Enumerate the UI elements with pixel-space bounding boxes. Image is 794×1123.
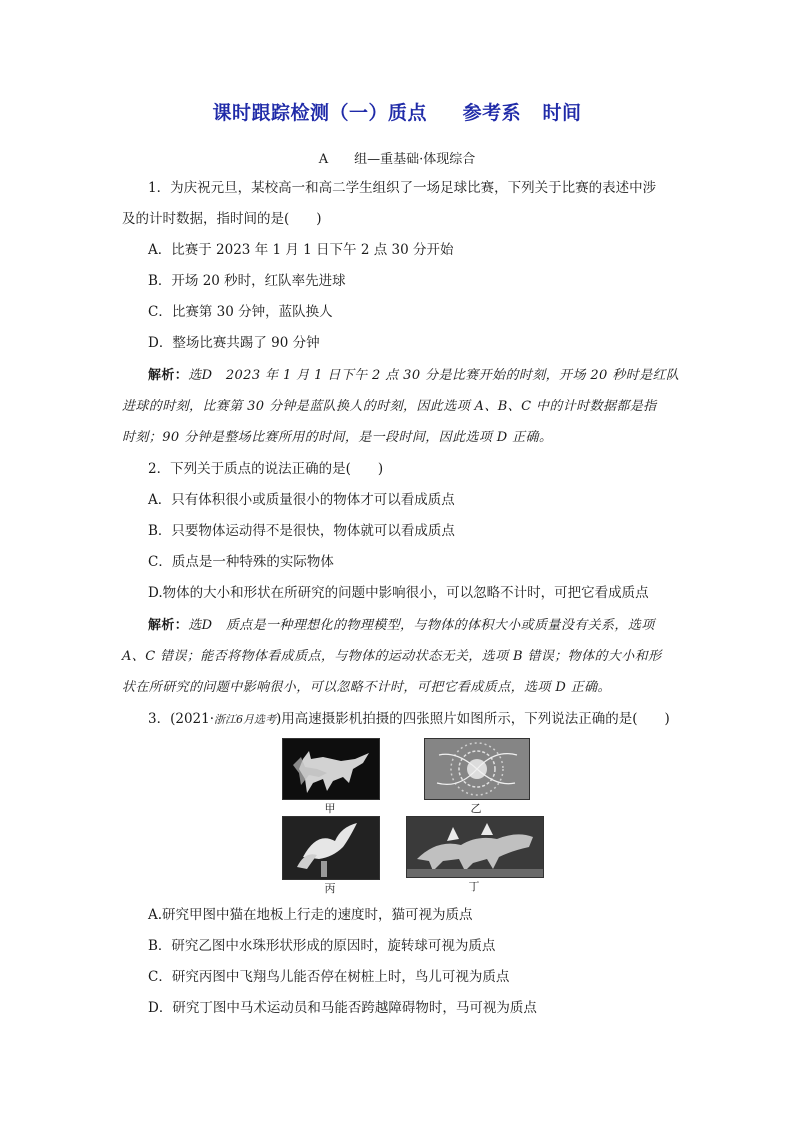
q1-analysis-label: 解析： xyxy=(148,368,189,383)
caption-yi: 乙 xyxy=(470,802,482,815)
title-main: 课时跟踪检测（一）质点 xyxy=(212,102,428,124)
q3-option-a: A.研究甲图中猫在地板上行走的速度时，猫可视为质点 xyxy=(148,907,473,923)
q1-analysis-line1 xyxy=(148,364,679,383)
q1-option-c: C．比赛第 30 分钟，蓝队换人 xyxy=(148,304,333,320)
photo-bird xyxy=(282,816,380,880)
q2-option-d: D.物体的大小和形状在所研究的问题中影响很小，可以忽略不计时，可把它看成质点 xyxy=(148,585,649,601)
q3-stem-rest: )用高速摄影机拍摄的四张照片如图所示，下列说法正确的是( ) xyxy=(276,711,670,727)
caption-bing: 丙 xyxy=(324,882,336,895)
q3-option-b: B．研究乙图中水珠形状形成的原因时，旋转球可视为质点 xyxy=(148,938,496,954)
q2-analysis-line3: 状在所研究的问题中影响很小，可以忽略不计时，可把它看成质点，选项 D 正确。 xyxy=(122,680,611,695)
q3-option-c: C．研究丙图中飞翔鸟儿能否停在树桩上时，鸟儿可视为质点 xyxy=(148,969,510,985)
q2-option-b: B．只要物体运动得不是很快，物体就可以看成质点 xyxy=(148,523,455,539)
q2-analysis-line1 xyxy=(148,614,655,633)
caption-jia: 甲 xyxy=(324,802,336,815)
q1-option-b: B．开场 20 秒时，红队率先进球 xyxy=(148,273,346,289)
q2-analysis-label: 解析： xyxy=(148,618,189,633)
spinning-ball-icon xyxy=(425,739,529,799)
horse-jump-icon xyxy=(407,817,543,877)
q3-stem-prefix: 3．(2021· xyxy=(148,711,215,727)
title-part3: 时间 xyxy=(542,102,582,124)
q3-stem xyxy=(148,707,670,727)
q2-option-c: C．质点是一种特殊的实际物体 xyxy=(148,554,334,570)
q3-option-d: D．研究丁图中马术运动员和马能否跨越障碍物时，马可视为质点 xyxy=(148,1000,537,1016)
photo-horse xyxy=(406,816,544,878)
q1-stem-line2: 及的计时数据，指时间的是( ) xyxy=(122,211,322,227)
q1-analysis-line3: 时刻；90 分钟是整场比赛所用的时间，是一段时间，因此选项 D 正确。 xyxy=(122,430,553,445)
q2-analysis-text1: 选D 质点是一种理想化的物理模型，与物体的体积大小或质量没有关系，选项 xyxy=(188,618,655,633)
q3-source: 浙江6月选考 xyxy=(214,713,277,726)
section-heading: A 组—重基础·体现综合 xyxy=(318,152,476,167)
q1-stem-line1: 1．为庆祝元旦，某校高一和高二学生组织了一场足球比赛，下列关于比赛的表述中涉 xyxy=(148,180,657,196)
q1-analysis-line2: 进球的时刻，比赛第 30 分钟是蓝队换人的时刻，因此选项 A、B、C 中的计时数据都是指 xyxy=(122,399,657,414)
q2-analysis-line2: A、C 错误；能否将物体看成质点，与物体的运动状态无关，选项 B 错误；物体的大小和形 xyxy=(122,649,662,664)
q1-analysis-text1: 选D 2023 年 1 月 1 日下午 2 点 30 分是比赛开始的时刻，开场 20 秒时是红队 xyxy=(188,368,680,383)
q2-stem: 2．下列关于质点的说法正确的是( ) xyxy=(148,461,384,477)
photo-cat xyxy=(282,738,380,800)
photo-spinning-ball xyxy=(424,738,530,800)
cat-silhouette-icon xyxy=(283,739,379,799)
page-title xyxy=(0,98,794,125)
q1-option-a: A．比赛于 2023 年 1 月 1 日下午 2 点 30 分开始 xyxy=(148,242,454,258)
q1-option-d: D．整场比赛共踢了 90 分钟 xyxy=(148,335,320,351)
title-part2: 参考系 xyxy=(462,102,522,124)
caption-ding: 丁 xyxy=(468,880,480,893)
bird-silhouette-icon xyxy=(283,817,379,879)
q2-option-a: A．只有体积很小或质量很小的物体才可以看成质点 xyxy=(148,492,455,508)
